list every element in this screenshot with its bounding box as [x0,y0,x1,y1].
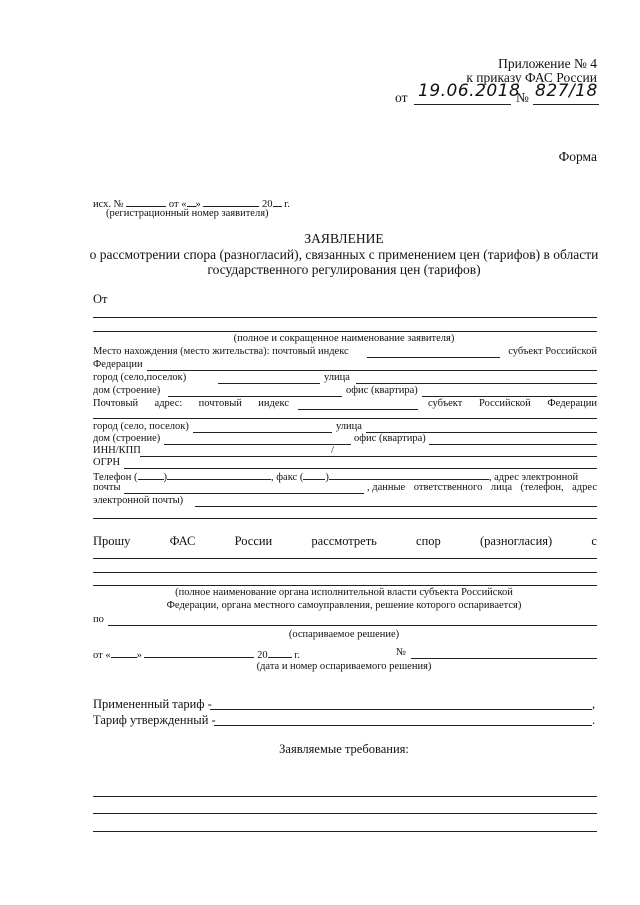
document-subtitle-line-1: о рассмотрении спора (разногласий), связанных с применением цен (тарифов) в области [89,247,599,262]
phone-code-field[interactable] [138,469,164,480]
appendix-number: Приложение № 4 [498,56,597,71]
outgoing-from-label: от « [168,199,187,210]
decision-number-sign: № [396,647,407,658]
street-field[interactable] [356,383,597,384]
outgoing-number-field[interactable] [126,196,166,207]
phone-label: Телефон ( [93,472,138,483]
mail-label: почты [93,482,121,493]
inn-field[interactable] [140,456,597,457]
authority-line-2[interactable] [93,572,597,573]
responsible-field[interactable] [195,506,597,507]
outgoing-day-field[interactable] [187,196,196,207]
office-label: офис (квартира) [346,385,418,396]
approved-tariff-end: . [592,713,596,727]
ogrn-label: ОГРН [93,457,121,468]
house-field[interactable] [168,396,342,397]
decision-date-caption: (дата и номер оспариваемого решения) [256,661,432,672]
federation-field[interactable] [147,370,597,371]
decision-year-field[interactable] [268,647,292,658]
responsible-person-label [367,482,597,493]
resp-word-1: , данные [367,482,406,493]
street-label: улица [324,372,350,383]
request-word-2: ФАС [169,534,196,548]
authority-caption-2: Федерации, органа местного самоуправления, решение которого оспаривается) [166,600,522,611]
applicant-name-line-1[interactable] [93,317,597,318]
claims-line-1[interactable] [93,796,597,797]
claims-line-2[interactable] [93,813,597,814]
phone-close: ) [163,472,167,483]
outgoing-quote-close: » [195,199,201,210]
postal-word-1: Почтовый [93,398,139,409]
outgoing-ref-caption: (регистрационный номер заявителя) [106,208,269,219]
fax-code-field[interactable] [303,469,325,480]
resp-word-2: ответственного [413,482,483,493]
office2-field[interactable] [429,444,597,445]
order-date-prefix: от [395,90,408,105]
resp-word-3: лица [490,482,512,493]
federation-label: Федерации [93,359,143,370]
po-label: по [93,614,104,625]
phone-number-field[interactable] [167,469,271,480]
outgoing-year-prefix: 20 [262,199,273,210]
request-word-4: рассмотреть [311,534,377,548]
order-date-underline [414,104,511,105]
postal-word-2: адрес: [154,398,183,409]
fax-label: , факс ( [271,472,304,483]
order-number-handwritten: 827/18 [535,81,598,101]
order-number-prefix: № [516,90,529,105]
applied-tariff-label: Примененный тариф - [93,697,212,711]
from-label: От [93,292,108,306]
document-subtitle-line-2: государственного регулирования цен (тарифов) [207,262,481,277]
applied-tariff-end: , [592,697,596,711]
decision-date-close: » [136,650,142,661]
claims-line-3[interactable] [93,831,597,832]
location-label: Место нахождения (место жительства): почтовый индекс [93,346,349,357]
office2-label: офис (квартира) [354,433,426,444]
street2-label: улица [336,421,362,432]
decision-day-field[interactable] [111,647,137,658]
resp-word-4: (телефон, [520,482,564,493]
approved-tariff-field[interactable] [214,725,592,726]
order-number-underline [533,104,599,105]
outgoing-year-suffix: г. [284,199,290,210]
applicant-name-caption: (полное и сокращенное наименование заявителя) [233,333,455,344]
applied-tariff-field[interactable] [210,709,592,710]
inn-separator: / [331,445,334,456]
authority-caption-1: (полное наименование органа исполнительной власти субъекта Российской [175,587,513,598]
postal-address-label [93,398,289,409]
resp-word-5: адрес [572,482,597,493]
inn-label: ИНН/КПП [93,445,141,456]
decision-year-prefix: 20 [257,650,268,661]
city2-field[interactable] [193,432,332,433]
approved-tariff-label: Тариф утвержденный - [93,713,216,727]
responsible-field-2[interactable] [93,518,597,519]
authority-line-3[interactable] [93,585,597,586]
order-date-handwritten: 19.06.2018 [418,81,521,101]
request-word-6: (разногласия) [479,534,553,548]
request-word-1: Прошу [93,534,131,548]
postal-subject-word-2: Российской [479,398,531,409]
house-label: дом (строение) [93,385,161,396]
decision-date-from: от « [93,650,111,661]
postal-index-field[interactable] [367,357,500,358]
decision-year-suffix: г. [294,650,300,661]
decision-field[interactable] [108,625,597,626]
authority-line-1[interactable] [93,558,597,559]
city-label: город (село,поселок) [93,372,187,383]
email-field[interactable] [124,493,364,494]
postal-subject-label [428,398,597,409]
city2-label: город (село, поселок) [93,421,189,432]
applicant-name-line-2[interactable] [93,331,597,332]
outgoing-month-field[interactable] [203,196,259,207]
postal-index-field-2[interactable] [298,409,418,410]
fax-number-field[interactable] [329,469,489,480]
order-reference: к приказу ФАС России [466,70,597,85]
postal-subject-word-3: Федерации [547,398,597,409]
postal-subject-word-1: субъект [428,398,463,409]
postal-word-4: индекс [258,398,289,409]
decision-number-field[interactable] [411,658,597,659]
decision-month-field[interactable] [144,647,254,658]
house2-field[interactable] [164,444,351,445]
claims-label: Заявляемые требования: [279,742,409,756]
postal-word-3: почтовый [198,398,242,409]
request-line [93,534,597,549]
form-label: Форма [558,149,597,164]
outgoing-year-field[interactable] [273,196,282,207]
city-field[interactable] [218,383,320,384]
request-word-3: России [234,534,273,548]
responsible-email-label: электронной почты) [93,495,184,506]
request-word-7: с [591,534,597,548]
decision-caption: (оспариваемое решение) [288,629,400,640]
decision-date-line [93,647,300,661]
subject-label: субъект Российской [508,346,597,357]
house2-label: дом (строение) [93,433,161,444]
email-label: , адрес электронной [488,472,579,483]
office-field[interactable] [422,396,597,397]
phone-line [93,469,578,483]
postal-subject-field[interactable] [93,418,597,419]
outgoing-ref-prefix: исх. № [93,199,124,210]
fax-close: ) [325,472,329,483]
request-word-5: спор [416,534,441,548]
document-title: ЗАЯВЛЕНИЕ [304,231,384,246]
